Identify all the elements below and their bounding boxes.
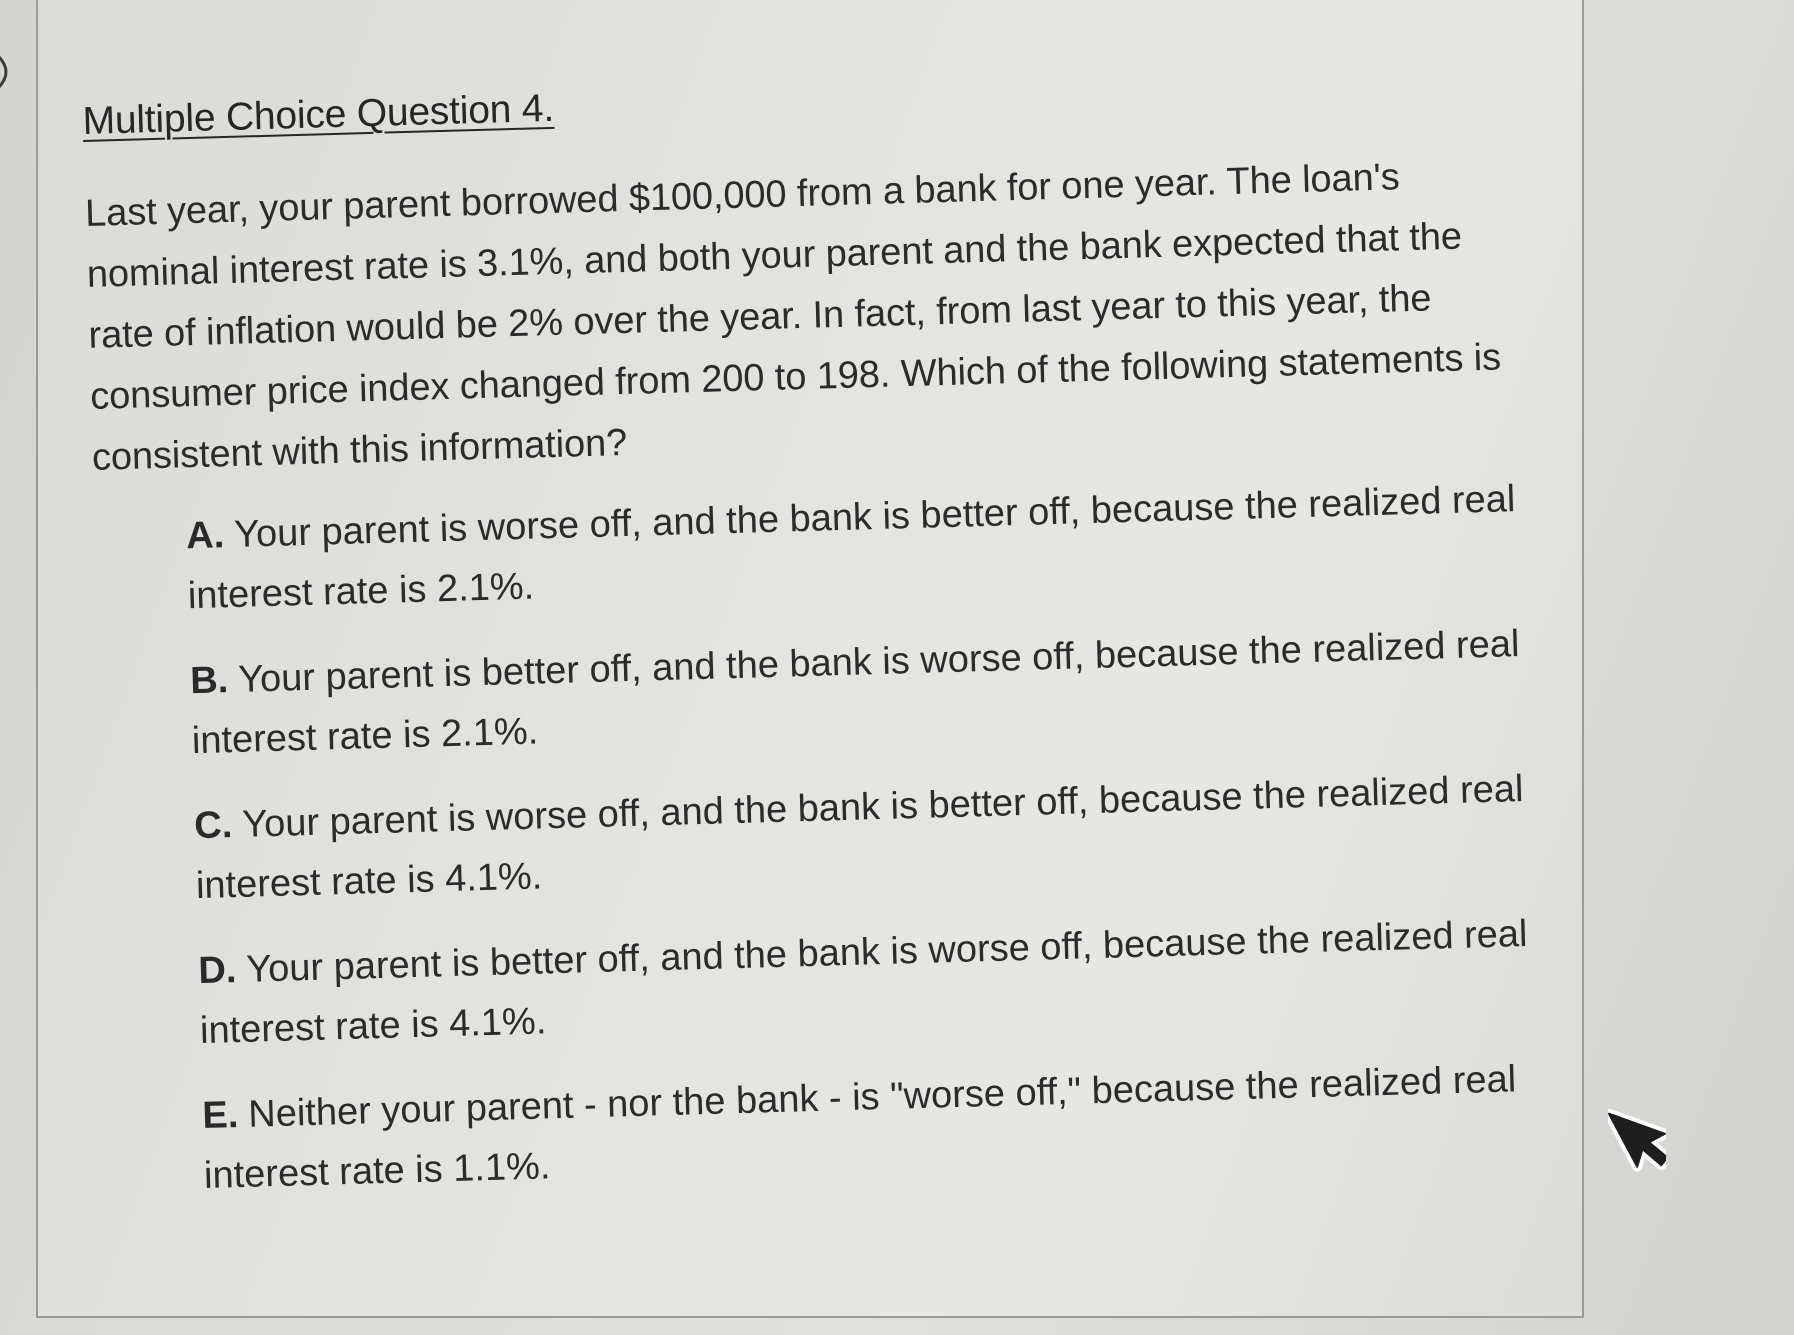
chevron-right-icon[interactable] — [0, 52, 20, 92]
option-text: Your parent is worse off, and the bank is better off, because the realized real interest rate is 4.1%. — [195, 768, 1524, 908]
question-stem: Last year, your parent borrowed $100,000 from a bank for one year. The loan's nominal interest rate is 3.1%, and both your parent and the bank expected that the rate of inflation would be 2% over the year. In fact, from last year to this year, the consumer price index changed from 200 to 198. Which of the following statements is consistent with this information? — [84, 156, 1502, 479]
option-letter: C. — [193, 804, 233, 848]
option-text: Your parent is worse off, and the bank is better off, because the realized real interest rate is 2.1%. — [187, 478, 1516, 618]
option-d[interactable] — [198, 904, 1541, 1061]
option-text: Neither your parent - nor the bank - is "worse off," because the realized real interest rate is 1.1%. — [203, 1058, 1517, 1198]
option-e[interactable] — [202, 1049, 1545, 1206]
option-a[interactable] — [185, 469, 1528, 626]
answer-options — [185, 469, 1544, 1206]
option-letter: B. — [189, 659, 229, 703]
option-letter: E. — [201, 1094, 239, 1138]
option-letter: D. — [197, 949, 237, 993]
option-c[interactable] — [193, 759, 1536, 916]
mouse-pointer-icon — [1608, 1098, 1666, 1188]
question-content — [82, 59, 1573, 1233]
option-text: Your parent is better off, and the bank is worse off, because the realized real interest rate is 2.1%. — [191, 623, 1520, 763]
option-letter: A. — [185, 514, 225, 558]
option-text: Your parent is better off, and the bank is worse off, because the realized real interest rate is 4.1%. — [199, 912, 1528, 1053]
question-title: Multiple Choice Question 4. — [82, 86, 555, 143]
option-b[interactable] — [189, 614, 1532, 771]
